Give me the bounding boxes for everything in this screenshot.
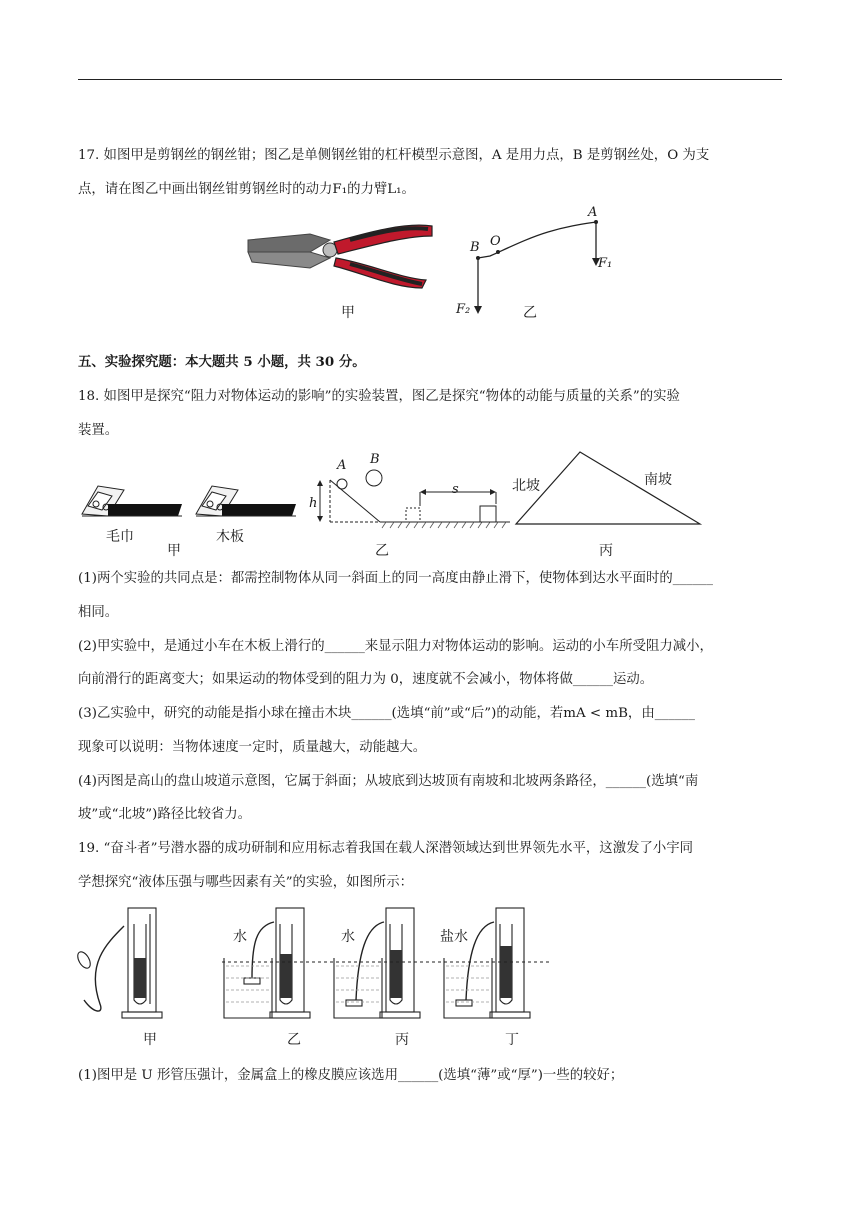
- q19-line2: 学想探究“液体压强与哪些因素有关”的实验，如图所示：: [78, 875, 414, 890]
- q18-line1: 18. 如图甲是探究“阻力对物体运动的影响”的实验装置，图乙是探究“物体的动能与质量的关系”的实验: [78, 389, 680, 404]
- water-label-bing: 水: [341, 929, 355, 945]
- q19-caption-ding: 丁: [505, 1032, 519, 1048]
- q18-p1-line1: (1)两个实验的共同点是：都需控制物体从同一斜面上的同一高度由静止滑下，使物体到达水平面时的______: [78, 571, 713, 586]
- q18-line2: 装置。: [78, 423, 119, 438]
- q19-caption-bing: 丙: [395, 1032, 409, 1048]
- q17-line2: 点，请在图乙中画出钢丝钳剪钢丝时的动力F₁的力臂L₁。: [78, 182, 415, 197]
- south-slope-label: 南坡: [644, 472, 672, 488]
- manometer-figure: [76, 904, 556, 1028]
- q18-p2-line2: 向前滑行的距离变大；如果运动的物体受到的阻力为 0，速度就不会减小，物体将做______运动。: [78, 672, 654, 687]
- section-heading: 五、实验探究题：本大题共 5 小题，共 30 分。: [78, 354, 366, 370]
- distance-s-label: s: [452, 482, 459, 497]
- north-slope-label: 北坡: [512, 478, 540, 494]
- towel-label: 毛巾: [106, 529, 134, 545]
- q18-p3-line2: 现象可以说明：当物体速度一定时，质量越大，动能越大。: [78, 740, 427, 755]
- force-f2-label: F₂: [456, 302, 471, 317]
- lever-point-b-label: B: [470, 240, 480, 255]
- q19-caption-yi: 乙: [287, 1032, 301, 1048]
- q18-caption-jia: 甲: [167, 543, 181, 559]
- q18-p1-line2: 相同。: [78, 605, 119, 620]
- water-label-yi: 水: [233, 929, 247, 945]
- q18-p4-line1: (4)丙图是高山的盘山坡道示意图，它属于斜面；从坡底到达坡顶有南坡和北坡两条路径，______(选填“南: [78, 774, 699, 789]
- lever-point-a-label: A: [588, 205, 598, 220]
- header-rule: [78, 79, 782, 80]
- q17-caption-jia: 甲: [341, 305, 355, 321]
- ball-b-label: B: [370, 452, 380, 467]
- board-label: 木板: [216, 529, 244, 545]
- ball-a-label: A: [337, 458, 347, 473]
- q18-p2-line1: (2)甲实验中，是通过小车在木板上滑行的______来显示阻力对物体运动的影响。运动的小车所受阻力减小，: [78, 639, 713, 654]
- pliers-figure: [240, 212, 440, 292]
- height-h-label: h: [309, 496, 318, 511]
- q19-p1-line1: (1)图甲是 U 形管压强计，金属盒上的橡皮膜应该选用______(选填“薄”或“厚”)一些的较好；: [78, 1068, 624, 1083]
- q18-p4-line2: 坡”或“北坡”)路径比较省力。: [78, 807, 252, 822]
- q18-p3-line1: (3)乙实验中，研究的动能是指小球在撞击木块______(选填“前”或“后”)的动能，若mA < mB，由______: [78, 706, 695, 721]
- q17-line1: 17. 如图甲是剪钢丝的钢丝钳；图乙是单侧钢丝钳的杠杆模型示意图，A 是用力点，B 是剪钢丝处，O 为支: [78, 148, 710, 163]
- q19-caption-jia: 甲: [143, 1032, 157, 1048]
- mountain-slopes-figure: [512, 448, 704, 528]
- salt-water-label: 盐水: [440, 929, 468, 945]
- lever-fulcrum-o-label: O: [490, 234, 501, 249]
- q18-caption-yi: 乙: [375, 543, 389, 559]
- q19-line1: 19. “奋斗者”号潜水器的成功研制和应用标志着我国在载人深潜领域达到世界领先水平，这激发了小宇同: [78, 841, 694, 856]
- force-f1-label: F₁: [598, 256, 613, 271]
- q18-caption-bing: 丙: [599, 543, 613, 559]
- friction-ramps-figure: [78, 476, 300, 524]
- q17-caption-yi: 乙: [523, 305, 537, 321]
